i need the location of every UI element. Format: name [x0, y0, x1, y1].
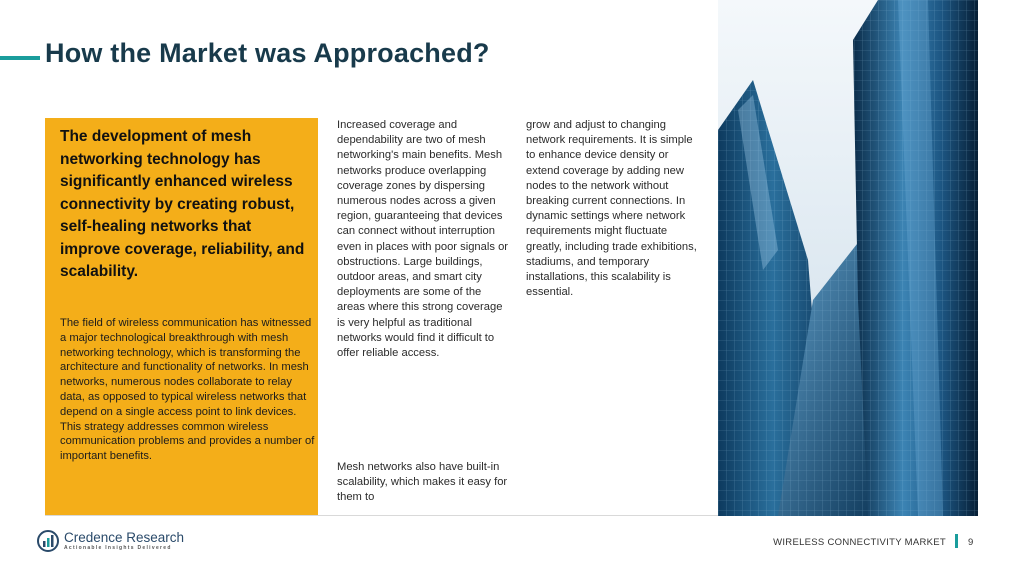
- logo-tagline: Actionable Insights Delivered: [64, 545, 172, 551]
- company-logo: [37, 530, 184, 552]
- intro-paragraph: The field of wireless communication has witnessed a major technological breakthrough with mesh networking technology, which is transforming the architecture and functionality of networks. In mesh networks, numerous nodes collaborate to relay data, as opposed to typical wireless networks that depend on a single access point to link devices. This strategy addresses common wireless communication problems and provides a number of important benefits.: [60, 317, 315, 463]
- footer-separator: [955, 534, 958, 548]
- skyscraper-photo: [718, 0, 978, 516]
- callout-text: The development of mesh networking technology has significantly enhanced wireless connectivity by creating robust, self-healing networks that improve coverage, reliability, and scalability.: [60, 128, 305, 280]
- footer-divider: [45, 515, 718, 516]
- skyscraper-illustration: [718, 0, 978, 516]
- page-number: 9: [968, 537, 974, 548]
- column1-paragraph1: Increased coverage and dependability are two of mesh networking's main benefits. Mesh networks produce overlapping coverage zones by dispersing numerous nodes across a given region, guaranteeing that devices can connect without interruption even in places with poor signals or obstructions. Large buildings, outdoor areas, and smart city deployments are some of the areas where this strong coverage is very helpful as traditional networks would find it difficult to offer reliable access.: [337, 119, 509, 360]
- logo-chart-icon: [37, 530, 59, 552]
- footer-section-label: WIRELESS CONNECTIVITY MARKET: [773, 537, 946, 548]
- title-accent-bar: [0, 56, 40, 60]
- column2-paragraph1: grow and adjust to changing network requirements. It is simple to enhance device density or extend coverage by adding new nodes to the network without breaking current connections. In dynamic settings where network requirements might fluctuate greatly, including trade exhibitions, stadiums, and temporary installations, this scalability is essential.: [526, 119, 697, 299]
- slide-title: How the Market was Approached?: [45, 38, 490, 68]
- column1-paragraph2: Mesh networks also have built-in scalability, which makes it easy for them to: [337, 461, 508, 504]
- logo-name: Credence Research: [64, 530, 185, 545]
